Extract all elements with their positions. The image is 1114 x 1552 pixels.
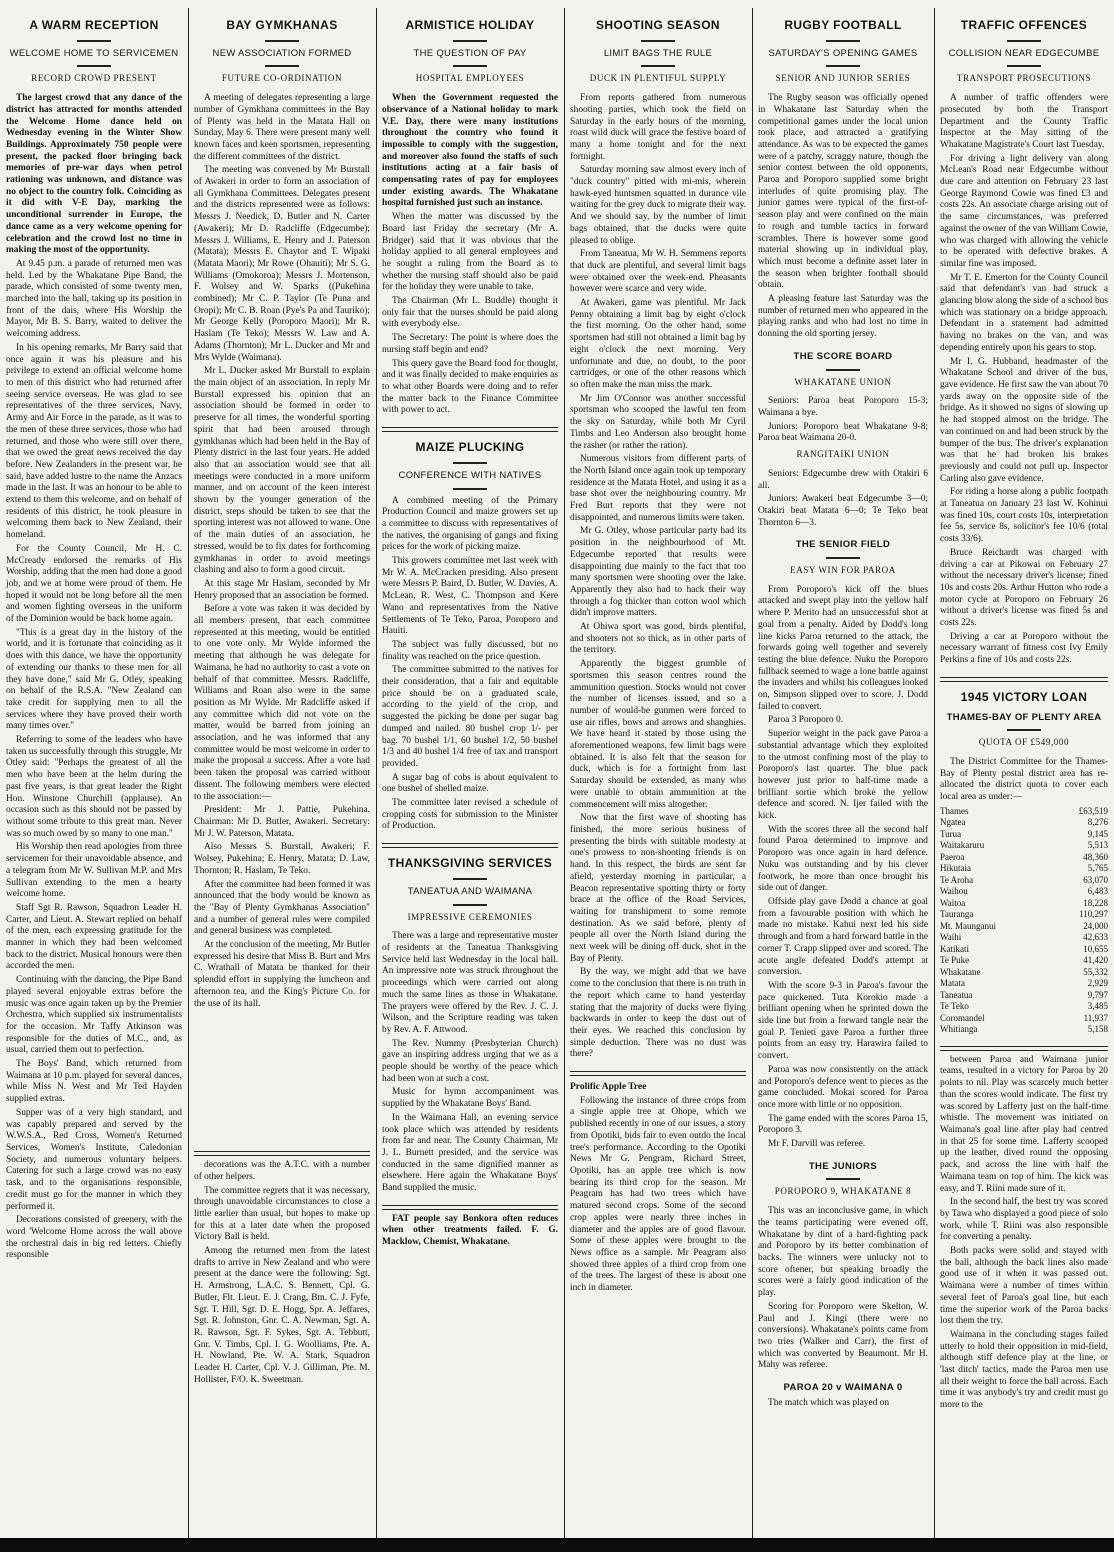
paragraph: Among the returned men from the latest drafts to arrive in New Zealand and who were present at the dance were the following: Sgt. H. Armstrong, L.A.C. S. Bennett, Cpl. G. Butler, Flt. Lieut. E. J. Crang, Bm. C. J. Fyfe, Sgt. T. Hill, Sgt. D. E. Hogg, Spr. A. Jeffares, Sgt. R. Johnston, Gnr. C. A. Newman, Sgt. A. R. Rawson, Sgt. F. Sykes, Sgt. A. Tebbutt, Gnr. V. Timbs, Cpl. I. G. Woolliams, Pte. A. H. Nowland, Pte. W. A. Stark, Squadron Leader H. Carter, Cpl. V. J. Gilliman, Pte. M. Hollister, F/O. K. Sweetman. [194,1246,370,1385]
paragraph: At Awakeri, game was plentiful. Mr Jack Penny obtaining a limit bag by eight o'clock the first morning. On the other hand, some sportsmen had still not obtained a limit bag by eight o'clock the next morning. Very unfortunate and due, no doubt, to the poor cartridges, or one of the other reasons which so often make the man miss the mark. [570,298,746,390]
quota-row [940,978,1108,990]
quota-amount: 3,485 [1087,1001,1108,1012]
quota-amount: 24,000 [1083,920,1108,931]
quota-place: Coromandel [940,1012,985,1023]
paragraph: In the Waimana Hall, an evening service took place which was attended by residents from far and near. The County Chairman, Mr J. L. Burnett presided, and the service was conducted in the same dignified manner as elsewhere. Here again the Whakatane Boys' Band supplied the music. [382,1112,558,1194]
quota-amount: 48,360 [1083,851,1108,862]
section-heading: THE SCORE BOARD [793,350,893,362]
paragraph: The match which was played on [768,1397,890,1408]
section-rule [570,1071,746,1076]
paragraph: A meeting of delegates representing a large number of Gymkhana committees in the Bay of Plenty was held in the Matata Hall on Sunday, May 6. There were present many well known faces and keen sportsmen, representing the different committees of the district. [194,93,370,162]
quota-row [940,944,1108,956]
quota-row [940,955,1108,967]
section-rule [382,843,558,848]
paragraph: Both packs were solid and stayed with the ball, although the back lines also made good use of it when it was passed out. Waimana were a number of times within several feet of Paroa's goal line, but each time the superior work of the Paroa backs lost them the try. [940,1246,1108,1327]
headline: BAY GYMKHANAS [226,18,338,32]
quota-row [940,1013,1108,1025]
paragraph: Mr G. Otley, whose particular party had its position in the neighbourhood of Mt. Edgecumbe reported that results were disappointing due mainly to the fact that too many sportsmen were shooting over the lake. Apparently they also had to hack their way through a fog thicker than cotton wool which didn't improve matters. [570,526,746,619]
paragraph: Staff Sgt R. Rawson, Squadron Leader H. Carter, and Lieut. A. Stewart replied on behalf of the men, each expressing gratitude for the manner in which they had been welcomed back to the district. Musical honours were then accorded the men. [6,902,182,972]
quota-amount: 5,513 [1087,840,1108,851]
headline: ARMISTICE HOLIDAY [405,18,535,32]
paragraph: The subject was fully discussed, but no finality was reached on the price question. [382,639,558,662]
paragraph: When the matter was discussed by the Board last Friday the secretary (Mr A. Bridger) said that it was obvious that the holiday applied to all general employees and he sought a ruling from the Board as to whether the nursing staff should also be paid for the holiday they were unable to take. [382,212,558,293]
paragraph: Decorations consisted of greenery, with the word 'Welcome Home across the wall above the orchestral dais in big red letters. Chiefly responsible [6,1215,182,1261]
column-rule [564,8,565,1538]
quota-place: Waitoa [940,897,966,908]
divider [77,40,111,42]
paragraph: For driving a light delivery van along McLean's Road near Edgecumbe without due care and attention on February 23 last George Raymond Cowie was fined £3 and costs 22s. An associate charge arising out of the same circumstances, was preferred against the owner of the van William Cowie, who was charged with allowing the vehicle to be operated with defective brakes. A similar fine was imposed. [940,153,1108,269]
subheadline: QUOTA OF £549,000 [978,737,1070,748]
column-rule [934,8,935,1538]
divider [453,65,487,67]
quota-row [940,909,1108,921]
paragraph: By the way, we might add that we have come to the conclusion that there is no truth in the report which came to hand yesterday stating that the majority of ducks were flying backwards in order to keep the dust out of their eyes. We reached this conclusion by simple deduction. There was no dust was there? [570,967,746,1060]
quota-place: Waihou [940,886,968,897]
paragraph: Referring to some of the leaders who have taken us successfully through this struggle, Mr Otley said: "Perhaps the greatest of all the men who have been at the helm during the past five years, is that great leader the Right Hon. Winstone Churchill (applause). An occasion such as this should not be passed by without some tribute to this great man. Never was so much owed by so many to one man." [6,735,182,839]
union-heading: WHAKATANE UNION [794,376,892,387]
paragraph: Offside play gave Dodd a chance at goal from a favourable position with which he made no mistake. Kahui next led his side through and from a hard forward battle in the corner T. Crapp slipped over and scored. The acute angle defeated Dodd's attempt at conversion. [758,897,928,978]
divider [265,65,299,67]
quota-amount: £63,519 [1078,805,1108,816]
paragraph: Before a vote was taken it was decided by all members present, that each committee represented at this meeting, would be entitled to one vote only. Mr Wylde informed the meeting that although he was delegate for Waimana, he had no authority to cast a vote on behalf of that committee. Messrs. Radcliffe, Williams and Roan also were in the same position as Mr Wylde. Mr Radcliffe asked if any committee which did not vote on the matter, would be barred from joining an association, and he was informed that any committee would be most welcome in order to make the proposal a success. After a vote had been taken the proposal was carried without dissent. The following members were elected to the association:— [194,604,370,802]
quota-amount: 2,929 [1087,978,1108,989]
paragraph: This growers committee met last week with Mr W. A. McCracken presiding. Also present were Messrs P. Baird, D. Butler, W. Davies, A. McLean, R. West, C. Thompson and Kere Wano and representatives from the Native Settlements of Te Teko, Paroa, Poroporo and Hauiti. [382,556,558,637]
quota-amount: 41,420 [1083,955,1108,966]
headline: MAIZE PLUCKING [415,440,525,455]
divider [641,65,675,67]
subheadline: IMPRESSIVE CEREMONIES [407,911,533,922]
paragraph: President: Mr J. Pattie, Pukehina. Chairman: Mr D. Butler, Awakeri. Secretary: Mr J. W. Paterson, Matata. [194,805,370,839]
paragraph: Mr Jim O'Connor was another successful sportsman who scooped the lawful ten from the sky on Saturday, while both Mr Cyril Timbs and Leo Anderson also brought home the rasher (or rather the ration). [570,393,746,451]
subheadline: EASY WIN FOR PAROA [790,565,896,576]
quota-amount: 9,797 [1087,989,1108,1000]
quota-row [940,817,1108,829]
score-line: Juniors: Awakeri beat Edgecumbe 3—0; Otakiri beat Matata 6—0; Te Teko beat Thornton 6—3. [758,494,928,528]
paragraph: After the committee had been formed it was announced that the body would be known as the "Bay of Plenty Gymkhanas Association" and a number of general rules were compiled and general business was completed. [194,879,370,937]
quota-row [940,829,1108,841]
quota-amount: 110,297 [1079,909,1108,920]
quota-place: Turua [940,828,962,839]
paragraph: The game ended with the scores Paroa 15, Poroporo 3. [758,1113,928,1136]
quota-row [940,806,1108,818]
divider [641,40,675,42]
quota-amount: 8,276 [1087,817,1108,828]
quota-row [940,1024,1108,1036]
paragraph: This query gave the Board food for thought, and it was finally decided to make enquiries as to what other Boards were doing and to refer the matter back to the Finance Committee with power to act. [382,358,558,416]
quota-place: Taneatua [940,989,973,1000]
paragraph: At Ohiwa sport was good, birds plentiful, and shooters not so thick, as in other parts of the territory. [570,622,746,656]
quota-amount: 9,145 [1087,828,1108,839]
column-2 [190,10,374,1538]
subheadline: WELCOME HOME TO SERVICEMEN [9,47,179,59]
paragraph: A number of traffic offenders were prosecuted by both the Transport Department and the County Traffic Inspector at the May sitting of the Whakatane Magistrate's Court last Tuesday. [940,93,1108,150]
quota-amount: 5,158 [1087,1024,1108,1035]
paragraph: Bruce Reichardt was charged with driving a car at Pikowai on February 27 without the necessary driver's license; fined 10s and costs 20s. Arthur Hutton who rode a motor cycle at Poroporo on February 26 without a driver's license was fined 5s and costs 22s. [940,547,1108,629]
quota-place: Katikati [940,943,969,954]
paragraph: With the scores three all the second half found Paroa determined to improve and Poroporo was once again in hard defence. Nuku was outstanding and by his clever footwork, he more than once brought his side out of danger. [758,824,928,894]
quota-row [940,990,1108,1002]
quota-place: Waihi [940,932,962,943]
paragraph: His Worship then read apologies from three servicemen for their unavoidable absence, and a telegram from Mr W. Sullivan M.P. and Mrs Sullivan extending to the men a hearty welcome home. [6,842,182,900]
quota-amount: 6,483 [1087,886,1108,897]
quota-amount: 55,332 [1083,966,1108,977]
quota-place: Te Teko [940,1001,969,1012]
paragraph: For riding a horse along a public footpath at Taneatua on January 23 last W. Kohinui was fined 10s, court costs 10s, interpretation fee 5s, service 8s, solicitor's fee 10/6 (total costs 33/6). [940,487,1108,545]
quota-row [940,1001,1108,1013]
paragraph: The Rev. Nummy (Presbyterian Church) gave an inspiring address urging that we as a people should be worthy of the peace which had been won at such a cost. [382,1038,558,1084]
divider [453,878,487,880]
subheadline: POROPORO 9, WHAKATANE 8 [774,1186,912,1197]
paragraph: In the second half, the best try was scored by Tawa who displayed a good piece of solo work, while T. Riini was also responsible for converting a penalty. [940,1197,1108,1243]
section-rule [382,427,558,432]
paragraph: Driving a car at Poroporo without the necessary warrant of fitness cost Ivy Emily Perkins a fine of 10s and costs 22s. [940,631,1108,666]
quota-place: Te Aroha [940,874,974,885]
paragraph: The Rugby season was officially opened in Whakatane last Saturday when the competitional games under the local union took place, and attracted a gratifying attendance. As was to be expected the games were of a patchy, scraggy nature, though the senior contest between the old opponents, Paroa and Poroporo supplied some bright interludes of quite promising play. The junior games were typical of the first-of-season play and were confined on the main to rough and tumble tactics in forward scrambles. There is however some good material showing up in individual play, which must become a definite asset later in the season when brighter football should obtain. [758,93,928,291]
article-title: Prolific Apple Tree [570,1082,647,1093]
quota-amount: 10,655 [1083,943,1108,954]
section-rule [940,1046,1108,1051]
column-6 [936,10,1112,1538]
quota-table [940,806,1108,1036]
quota-place: Whakatane [940,966,981,977]
paragraph: decorations was the A.T.C. with a number of other helpers. [194,1160,370,1182]
divider [826,1178,860,1180]
divider [453,40,487,42]
subheadline: COLLISION NEAR EDGECUMBE [948,47,1100,59]
subheadline: FUTURE CO-ORDINATION [221,73,343,84]
paragraph: A pleasing feature last Saturday was the number of returned men who appeared in the playing ranks and who had lost no time in donning the old sporting jersey. [758,294,928,340]
paragraph: Following the instance of three crops from a single apple tree at Ohope, which we published recently in one of our issues, a story from Opotiki, bids fair to even outdo the local tree's performance. According to the Opotiki News Mr G. Pengram, Richard Street, Opotiki, has an apple tree which is now bearing its third crop for the season. Mr Peagram has had two trees which have matured second crops. Some of the second crop apples were nearly three inches in diameter and the apples are of good flavour. Some of these apples were brought to the News office as a sample. Mr Peagram also showed three apples of a third crop from one of the trees. The largest of these is about one inch in diameter. [570,1095,746,1294]
quota-amount: 18,228 [1083,897,1108,908]
divider [453,462,487,464]
paragraph: From Poroporo's kick off the blues attacked and swept play into the yellow half where P. Merito had an unsuccessful shot at goal from a penalty. Aided by Dodd's long line kicks Paroa returned to the attack, the forwards going well together and severely testing the blue defence. Nuku the Poroporo fullback seemed to wage a lone battle against the invaders and whilst his colleagues looked on, Simpson slipped over to score. J. Dodd failed to convert. [758,584,928,712]
subheadline: RECORD CROWD PRESENT [31,73,157,84]
divider [1007,40,1041,42]
column-rule [188,8,189,1538]
score-line: Seniors: Paroa beat Poroporo 15-3; Waimana a bye. [758,396,928,418]
subheadline: TANEATUA AND WAIMANA [407,885,533,897]
paragraph: Saturday morning saw almost every inch of "duck country" pitted with mi-mis, wherein hawk-eyed huntsmen squatted in durance vile waiting for the grey duck to migrate their way. And we should say, by the number of limit bags obtained, that the ducks were quite pleased to oblige. [570,165,746,246]
paragraph: The committee later revised a schedule of cropping costs for submission to the Minister of Production. [382,798,558,832]
quota-row [940,852,1108,864]
paragraph: between Paroa and Waimana junior teams, resulted in a victory for Paroa by 20 points to nil. Play was scarcely much better than the scores would indicate. The first try was scored by Lafferty just on the half-time whistle. The movement was initiated on Waimana's goal line after play had centred in that 25 for some time. Lafferty scooped up the leather, dived round the opposing pack, and across the line with half the Waimana team on top of him. The kick was easy, and T. Riini made sure of it. [940,1054,1108,1194]
paragraph: Mr T. E. Emerton for the County Council said that defendant's van had struck a glancing blow along the side of a school bus which was stationary on a bridge approach. Defendant in a statement had admitted having no brakes on the van, and was depending entirely upon his gears to stop. [940,272,1108,353]
paragraph: Music for hymn accompaniment was supplied by the Whakatane Boys' Band. [382,1087,558,1110]
paragraph: Continuing with the dancing, the Pipe Band played several enjoyable extras before the music was once again taken up by the Premier Orchestra, which supplied six instrumentalists for the occasion. Mr Taffy Atkinson was responsible for the duties of M.C., and, as usual, carried them out to perfection. [6,975,182,1056]
quota-place: Paeroa [940,851,965,862]
paragraph: There was a large and representative muster of residents at the Taneatua Thanksgiving Service held last Wednesday in the local hall. An impressive note was struck throughout the proceedings which were carried out along much the same lines as those in Whakatane. The prayers were offered by the Rev. J. C. J. Wilson, and the Scripture reading was taken by Rev. A. F. Attwood. [382,931,558,1035]
divider [1007,729,1041,731]
subheadline: NEW ASSOCIATION FORMED [212,47,352,59]
divider [826,65,860,67]
subheadline: LIMIT BAGS THE RULE [603,47,713,59]
quota-row [940,840,1108,852]
subheadline: THE QUESTION OF PAY [413,47,527,59]
paragraph: Mr I. G. Hubband, headmaster of the Whakatane School and driver of the bus, gave evidence. He first saw the van about 70 yards away on the opposite side of the bridge. As it showed no signs of slowing up he had stopped almost on the bridge. The van continued on and had been struck by the bumper of the bus. The driver's explanation was that he had broken his brakes previously and could not pull up. Inspector Carling also gave evidence. [940,356,1108,484]
score-line: Juniors: Poroporo beat Whakatane 9-8; Paroa beat Waimana 20-0. [758,421,928,444]
subheadline: CONFERENCE WITH NATIVES [398,469,542,481]
paragraph: From Taneatua, Mr W. H. Semmens reports that duck are plentiful, and several limit bags were obtained over the week-end. Pheasants however were scarce and very wide. [570,249,746,295]
subheadline: SATURDAY'S OPENING GAMES [768,47,918,59]
paragraph: Paroa 3 Poroporo 0. [768,715,843,726]
paragraph: Paroa was now consistently on the attack and Poroporo's defence went to pieces as the game concluded. Mokai scored for Paroa once more with little or no opposition. [758,1064,928,1110]
quota-place: Te Puke [940,955,970,966]
quota-amount: 11,937 [1083,1012,1108,1023]
paragraph: For the County Council, Mr H. C. McCready endorsed the remarks of His Worship, adding that the men had done a good job, and we at home were proud of them. He hoped it would not be long before all the men and women fighting overseas in the uniform of the Dominion would be back home again. [6,543,182,625]
paragraph: From reports gathered from numerous shooting parties, which took the field on Saturday in the early hours of the morning, roast wild duck will grace the festive board of many a home tonight and for the next fortnight. [570,93,746,162]
divider [826,557,860,559]
section-rule [194,1151,370,1156]
divider [826,40,860,42]
quota-row [940,921,1108,933]
divider [453,488,487,490]
section-heading: THE SENIOR FIELD [795,539,891,551]
paragraph: The meeting was convened by Mr Burstall of Awakeri in order to form an association of all Gymkhana Committees. Delegates present and the districts represented were as follows: Messrs J. Needick, D. Butler and N. Carter (Awakeri); Mr D. Radcliffe (Edgecumbe); Messrs J. Williams, E. Henry and J. Paterson (Matata); Messrs E. Chaytor and T. Wipaki (Matata Maori); Mr Rowe (Ohauiti); Mr S. G. Williams (Omokoroa); Messrs J. Mortenson, F. Wolsey and W. Sparks ((Pukehina combined); Mr C. P. Taylor (Te Puna and Oropi); Mr C. B. Roan (Pye's Pa and Tauriko); Mr George Kelly (Poroporo Maori); Mr R. Haslam (Te Teko); Messrs W. Law and A. Adams (Thornton); Mr L. Ducker and Mr and Mrs Wylde (Waimana). [194,165,370,363]
paragraph: Mr F. Darvill was referee. [768,1139,866,1150]
paragraph: The Secretary: The point is where does the nursing staff begin and end? [382,333,558,355]
subheadline: HOSPITAL EMPLOYEES [415,73,525,84]
quota-place: Whitianga [940,1024,978,1035]
subheadline: THAMES-BAY OF PLENTY AREA [946,711,1102,723]
paragraph: A combined meeting of the Primary Production Council and maize growers set up a committee to discuss with representatives of the natives, the organising of gangs and fixing prices for the work of picking maize. [382,495,558,553]
paragraph: Scoring for Poroporo were Skelton, W. Paul and J. Kingi (there were no conversions). Whakatane's points came from two tries (Walker and Carr), the first of which was converted by Beaumont. Mr H. Mahy was referee. [758,1301,928,1371]
paragraph: In his opening remarks, Mr Barry said that once again it was his pleasure and his privilege to extend an official welcome home to men of this district who had returned after seeing service overseas. He was glad to see representatives of the three services, Navy, Army and Air Force in the parade, as it was to the men of these three services, those who had returned, and those who were still over there, that we owed the great news received the day before. New Zealanders in the present war, he said, have added lustre to the name the Anzacs made in the last. It was an honour to be able to extend to them this welcome, and on behalf of residents of this district, he took pleasure in welcoming them back to New Zealand, their homeland. [6,342,182,541]
column-3 [378,10,562,1538]
paragraph: A sugar bag of cobs is about equivalent to one bushel of shelled maize. [382,772,558,795]
paragraph: The committee regrets that it was necessary, through unavoidable circumstances to close a little earlier than usual, but hopes to make up for this at a later date when the proposed Victory Ball is held. [194,1185,370,1243]
divider [265,40,299,42]
paragraph: At this stage Mr Haslam, seconded by Mr Henry proposed that an association be formed. [194,578,370,601]
quota-row [940,863,1108,875]
section-heading: PAROA 20 v WAIMANA 0 [783,1382,903,1394]
paragraph: Superior weight in the pack gave Paroa a substantial advantage which they exploited to the utmost confining most of the play to Poroporo's last quarter. The blue pack however just prior to half-time made a brilliant sortie which broke the yellow defence and scored. N. Ijer failed with the kick. [758,729,928,822]
paragraph: At 9.45 p.m. a parade of returned men was held. Led by the Whakatane Pipe Band, the parade, which consisted of some twenty men, marched into the hall, taking up its position in front of the dais, where His Worship the Mayor, Mr B. S. Barry, waited to deliver the welcoming address. [6,258,182,340]
quota-place: Waitakaruru [940,840,985,851]
headline: SHOOTING SEASON [595,18,720,32]
divider [453,904,487,906]
section-heading: THE JUNIORS [808,1160,878,1172]
lead-paragraph: When the Government requested the observance of a National holiday to mark V.E. Day, there were many institutions throughout the country who found it impossible to comply with the suggestion, and moreover also found the staffs of such institutions acting at a fair basis of compensating rates of pay for employees under existing awards. The Whakatane hospital furnished just such an instance. [382,93,558,209]
quota-place: Ngatea [940,817,966,828]
paragraph: At the conclusion of the meeting, Mr Butler expressed his desire that Miss B. Burt and Mrs C. Wrathall of Matata be thanked for their splendid effort in supplying the luncheon and afternoon tea, and the King's Picture Co. for the use of its hall. [194,940,370,1009]
headline: THANKSGIVING SERVICES [387,856,553,871]
subheadline: DUCK IN PLENTIFUL SUPPLY [589,73,727,84]
quota-row [940,886,1108,898]
quota-row [940,967,1108,979]
paragraph: The Chairman (Mr L. Buddle) thought it only fair that the nurses should be paid along with everybody else. [382,296,558,330]
paragraph: "This is a great day in the history of the world, and it is fortunate that coinciding as it does with this dance, we have the opportunity of extending our thanks to these men for all they have done," said Mr G. Otley, speaking on behalf of the R.S.A. "New Zealand can take credit for supplying men to all the services where they have proved their worth many times over." [6,627,182,732]
divider [77,65,111,67]
paragraph: The committee submitted to the natives for their consideration, that a fair and equitable price should be on a graduated scale, according to the yield of the crop, and suggested the picking be done per sugar bag dumped and nailed. 80 bushel crop 1/- per bag. 70 bushel 1/1, 60 bushel 1/2, 50 bushel 1/3 and 40 bushel 1/4 free of tax and transport provided. [382,665,558,769]
subheadline: TRANSPORT PROSECUTIONS [956,73,1092,84]
divider [1007,65,1041,67]
score-line: Seniors: Edgecumbe drew with Otakiri 6 all. [758,468,928,491]
quota-place: Mt. Maunganui [940,920,996,931]
headline: TRAFFIC OFFENCES [960,18,1088,32]
column-rule [752,8,753,1538]
subheadline: SENIOR AND JUNIOR SERIES [775,73,911,84]
quota-row [940,875,1108,887]
headline: A WARM RECEPTION [29,18,159,32]
advertisement: FAT people say Bonkora often reduces when other treatments failed. F. G. Macklow, Chemist, Whakatane. [382,1213,558,1248]
section-rule [940,677,1108,682]
paragraph: Waimana in the concluding stages failed utterly to hold their opposition in mid-field, although stiff defence play at the line, or 'last ditch' tactics, made the Paroa men use all their weight to force the ball across. Each time it was anybody's try and credit must go more to the [940,1329,1108,1411]
column-5 [754,10,932,1538]
page-bottom-edge [0,1538,1114,1552]
quota-place: Hikutaia [940,863,971,874]
quota-place: Tauranga [940,909,974,920]
lead-paragraph: The largest crowd that any dance of the district has attracted for months attended the Welcome Home dance held on Wednesday evening in the Winter Show Buildings. Approximately 750 people were present, the packed floor bringing back memories of pre-war days when petrol rationing was unknown, and distance was no object to the country folk. Coinciding as it did with V-E Day, marking the unconditional surrender in Europe, the dance came as a very welcome opening for celebration and the crowd lost no time in making the most of the opportunity. [6,93,182,256]
headline: 1945 VICTORY LOAN [960,689,1088,704]
headline: RUGBY FOOTBALL [784,18,902,32]
column-4 [566,10,750,1538]
paragraph: Supper was of a very high standard, and was capably prepared and served by the W.W.S.A., Red Cross, Women's Returned Services, Women's Institute, Caledonian Society, and numerous voluntary helpers. Catering for such a large crowd was no easy task, and to the organisations responsible, credit must go for the manner in which they performed it. [6,1107,182,1212]
paragraph: This was an inconclusive game, in which the teams participating were evened off, Whakatane by dint of a hard-fighting pack and Poroporo by its better combination of backs. The winners were unlucky not to score oftener, but speaking broadly the scores were a fairly good indication of the play. [758,1206,928,1299]
quota-place: Thames [940,805,969,816]
column-1 [2,10,186,1538]
column-rule [376,8,377,1538]
quota-place: Matata [940,978,965,989]
paragraph: Mr L. Ducker asked Mr Burstall to explain the main object of an association. In reply Mr Burstall expressed his opinion that an association should be formed in order to preserve for all times, the wonderful sporting spirit that had been aroused through gymkhanas which had been held in the Bay of Plenty district in the last four years. He added also that an association would see that all meetings were conducted in a more uniform manner, and on account of the keen interest shown by the younger generation of the district, steps should be taken to see that the sporting interest was not allowed to wane. One of the main duties of an association, he stressed, would be to fix dates for forthcoming gymkhanas in order to avoid meetings clashing and also to form a good circuit. [194,366,370,576]
quota-amount: 42,633 [1083,932,1108,943]
paragraph: Numerous visitors from different parts of the North Island once again took up temporary residence at the Matata Hotel, and using it as a base shot over the neighbouring country. Mr Fred Burt reports that they were not disappointed, and numerous limits were taken. [570,454,746,523]
paragraph: The Boys' Band, which returned from Waimana at 10 p.m. played for several dances, while Miss N. West and Mr Ted Hayden supplied extras. [6,1059,182,1105]
paragraph: Now that the first wave of shooting has finished, the more serious business of presenting the birds with suitable modesty at one's prowess to non-shooting friends is on hand. In this respect, the birds are sent far afield, yesterday morning in particular, a Beacon representative spotting thirty or forty brace at the office of the Road Services, waiting for transhipment to some remote destination. As we said before, plenty of people all over the North Island during the next week will be dining off duck, shot in the Bay of Plenty. [570,813,746,964]
paragraph: With the score 9-3 in Paroa's favour the pace quickened. Tuta Korokio made a brilliant opening when he sprinted down the side line but from a forward tangle near the goal P. Tenieti gave Paroa a further three points from an easy try. Harawira failed to convert. [758,980,928,1062]
paragraph: Apparently the biggest grumble of sportsmen this season centres round the ammunition question. Stocks would not cover the number of licenses issued, and so a number of would-be gunmen were forced to use air rifles, bows and arrows and shanghies. We have heard it stated by those using the aforementioned weapons, few limit bags were obtained. It is also felt that the season for duck, which is for a fortnight from last Saturday should be extended, as many who were unable to obtain ammunition at the commencement will miss altogether. [570,659,746,810]
quota-row [940,898,1108,910]
paragraph: Also Messrs S. Burstall, Awakeri; F. Wolsey, Pukehina; E. Henry, Matata; D. Law, Thornton; R. Haslam, Te Teko. [194,842,370,876]
divider [826,369,860,371]
quota-amount: 5,765 [1087,863,1108,874]
union-heading: RANGITAIKI UNION [796,449,890,460]
section-rule [382,1205,558,1210]
quota-amount: 63,070 [1083,874,1108,885]
quota-row [940,932,1108,944]
paragraph: The District Committee for the Thames-Bay of Plenty postal district area has re-allocated the district quota to cover each local area as under:— [940,756,1108,803]
